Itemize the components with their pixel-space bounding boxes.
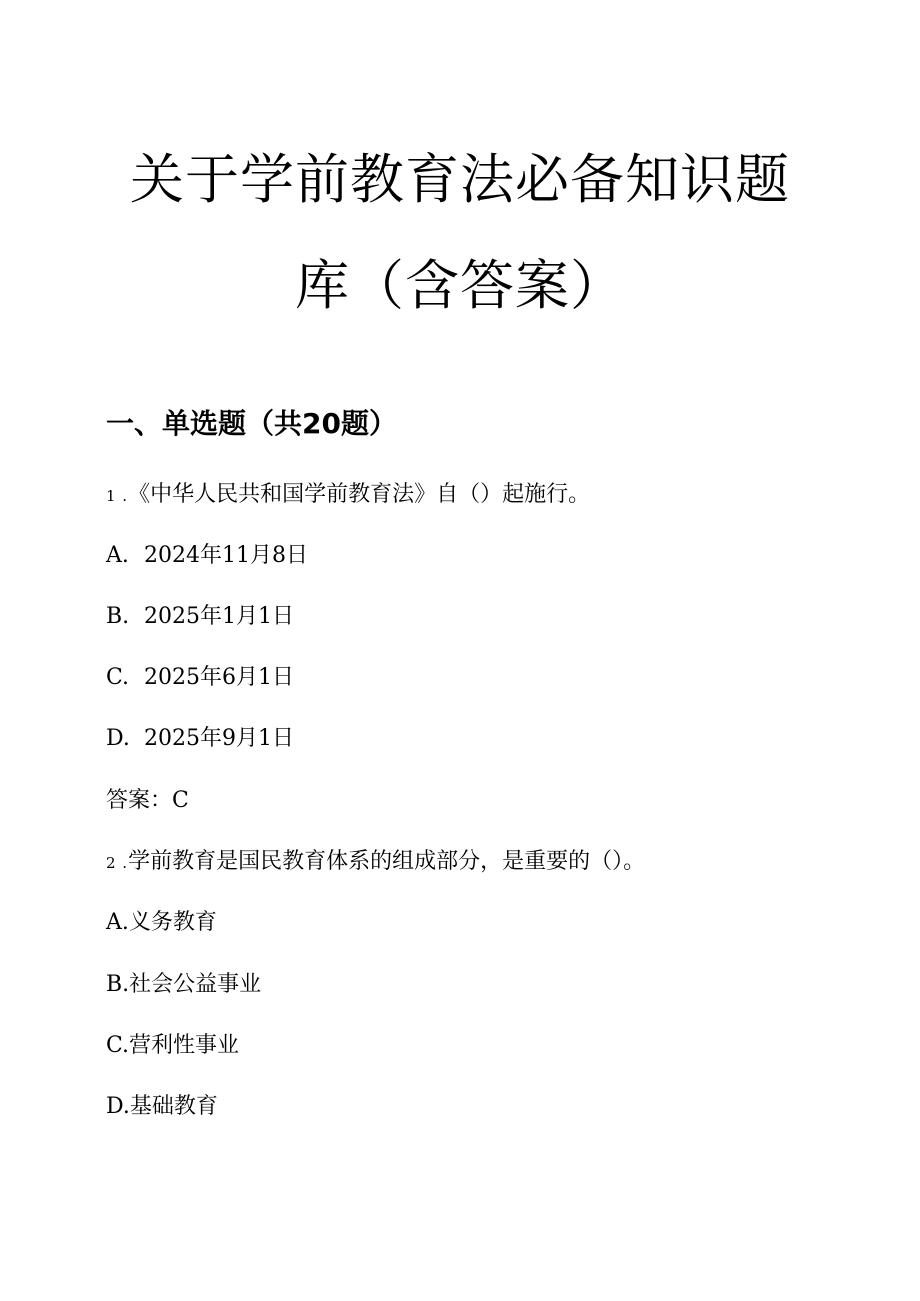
question-1-option-b [106, 602, 294, 632]
question-2-option-c [106, 1031, 239, 1061]
document-title-line-1: 关于学前教育法必备知识题 [130, 148, 790, 211]
question-number: 2 . [106, 854, 129, 872]
option-text: 营利性事业 [129, 1033, 240, 1058]
option-letter: A. [106, 543, 129, 568]
question-text: 学前教育是国民教育体系的组成部分，是重要的（）。 [128, 849, 646, 874]
option-text: 社会公益事业 [129, 972, 262, 997]
question-2-option-b [106, 970, 261, 1000]
option-letter: B. [106, 604, 130, 629]
option-text: 2025年9月1日 [144, 726, 294, 751]
option-text: 2025年1月1日 [144, 604, 294, 629]
option-text: 基础教育 [129, 1094, 218, 1119]
option-letter: C. [106, 1033, 130, 1058]
option-letter: D. [106, 1094, 130, 1119]
question-2-option-d [106, 1092, 218, 1122]
option-text: 2024年11月8日 [144, 543, 308, 568]
question-1-stem [106, 480, 590, 511]
option-letter: C. [106, 665, 130, 690]
option-text: 2025年6月1日 [144, 665, 294, 690]
option-letter: B. [106, 972, 130, 997]
question-2-option-a [106, 908, 217, 938]
option-text: 义务教育 [128, 910, 217, 935]
option-letter: D. [106, 726, 130, 751]
option-letter: A. [106, 910, 129, 935]
question-2-stem [106, 847, 645, 878]
question-1-option-d [106, 724, 294, 754]
section-heading: 一、单选题（共20题） [106, 407, 397, 440]
question-number: 1 . [106, 487, 129, 505]
question-text: 《中华人民共和国学前教育法》自（）起施行。 [128, 482, 591, 507]
question-1-option-a [106, 541, 308, 571]
question-1-answer: 答案：C [106, 788, 189, 813]
question-1-option-c [106, 663, 294, 693]
document-title-line-2: 库（含答案） [295, 254, 625, 317]
